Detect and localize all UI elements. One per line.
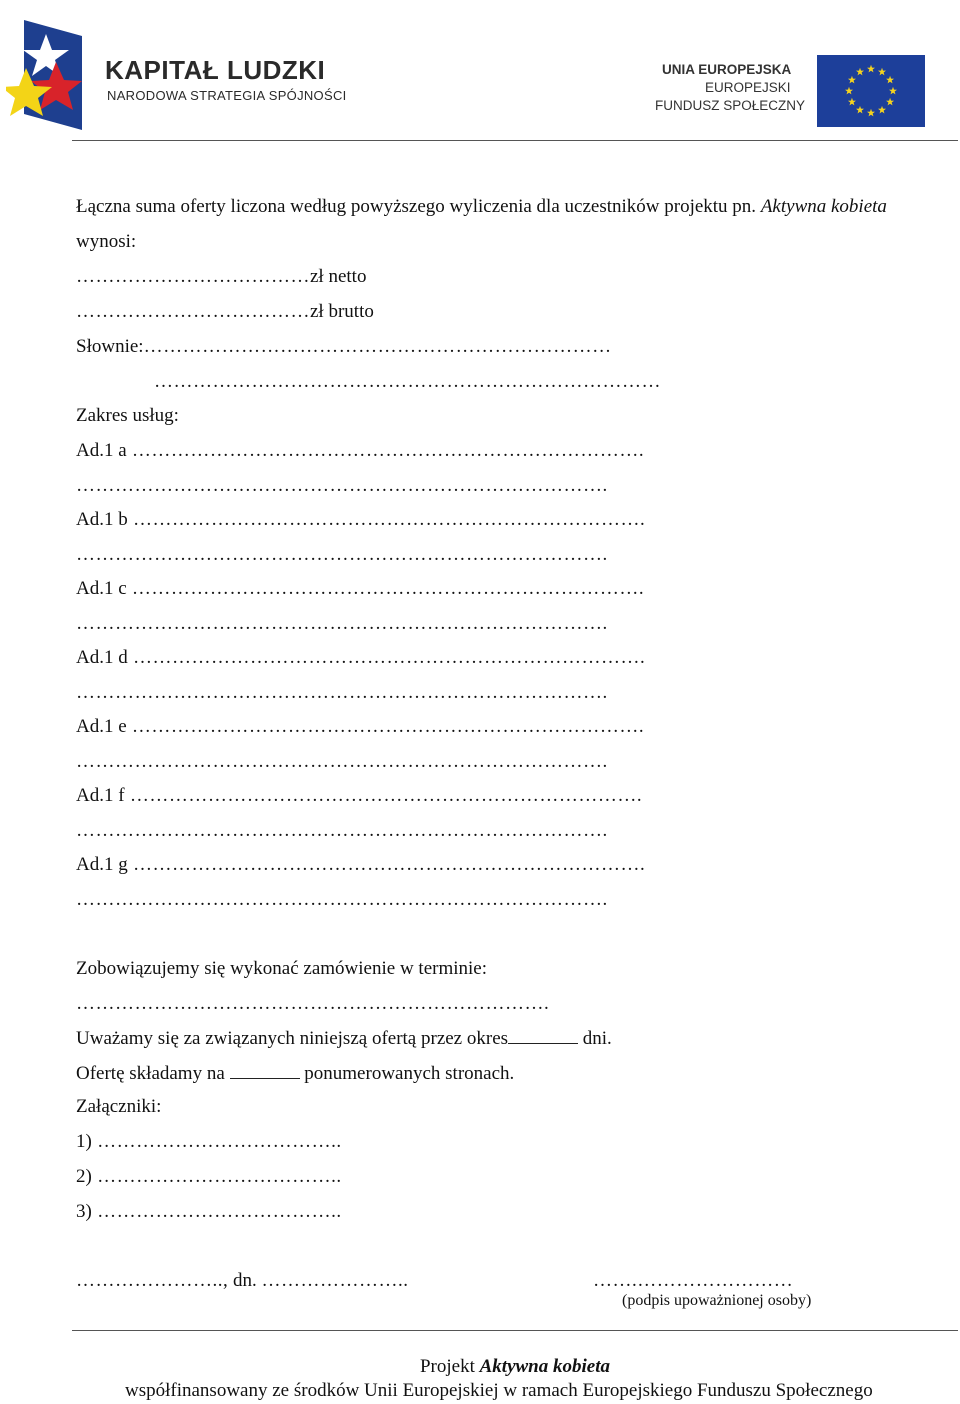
- service-item-label: Ad.1 d: [76, 647, 128, 668]
- validity-days-blank[interactable]: [508, 1027, 578, 1044]
- kapital-ludzki-subtitle: NARODOWA STRATEGIA SPÓJNOŚCI: [107, 88, 347, 103]
- netto-label: zł netto: [310, 266, 367, 287]
- intro-project-name: Aktywna kobieta: [760, 196, 887, 217]
- intro-wynosi: wynosi:: [76, 231, 137, 252]
- service-item-label: Ad.1 f: [76, 785, 125, 806]
- service-item-continuation: ……………………………………………………………………….: [76, 820, 608, 841]
- intro-line: [76, 196, 887, 218]
- dotted-fill: …………………………………………………………………….: [127, 854, 646, 875]
- dotted-fill: ………………………………………………………………: [143, 336, 612, 357]
- service-item-continuation: ……………………………………………………………………….: [76, 475, 608, 496]
- dotted-fill: …………………..,: [76, 1270, 229, 1291]
- dotted-fill: ………………………………: [76, 301, 310, 322]
- service-item: [76, 647, 645, 669]
- service-item: [76, 854, 645, 876]
- termin-label: Zobowiązujemy się wykonać zamówienie w terminie:: [76, 958, 488, 979]
- pages-line: [76, 1062, 514, 1085]
- brutto-line: [76, 301, 374, 323]
- service-item-continuation: ……………………………………………………………………….: [76, 544, 608, 565]
- footer-project-name: Aktywna kobieta: [479, 1356, 610, 1377]
- dotted-fill: ………………………………..: [91, 1131, 342, 1152]
- service-item-continuation: ……………………………………………………………………….: [76, 613, 608, 634]
- dotted-fill: …………………………………………………………………….: [126, 578, 645, 599]
- service-item-continuation: ……………………………………………………………………….: [76, 682, 608, 703]
- date-label: dn.: [233, 1270, 257, 1291]
- intro-text: Łączna suma oferty liczona według powyższego wyliczenia dla uczestników projektu pn.: [76, 196, 757, 217]
- service-item: [76, 509, 645, 531]
- eu-label-line3: FUNDUSZ SPOŁECZNY: [655, 98, 806, 113]
- attachment-item: [76, 1131, 342, 1153]
- kapital-ludzki-emblem-icon: [6, 18, 88, 133]
- kapital-ludzki-title: KAPITAŁ LUDZKI: [105, 55, 326, 85]
- zakres-label: Zakres usług:: [76, 405, 179, 426]
- termin-dotted-line: ……………………………………………………………….: [76, 993, 550, 1014]
- slownie-line: [76, 336, 612, 358]
- service-item-continuation: ……………………………………………………………………….: [76, 751, 608, 772]
- eu-label-line1: UNIA EUROPEJSKA: [662, 62, 792, 77]
- service-item: [76, 716, 644, 738]
- brutto-label: zł brutto: [310, 301, 374, 322]
- attachment-number: 1): [76, 1131, 92, 1152]
- footer-project-prefix: Projekt: [419, 1356, 475, 1377]
- place-date-line: [76, 1270, 409, 1292]
- pages-text-end: ponumerowanych stronach.: [304, 1063, 515, 1084]
- validity-line: [76, 1027, 612, 1050]
- service-item-label: Ad.1 e: [76, 716, 127, 737]
- validity-days-unit: dni.: [582, 1028, 612, 1049]
- dotted-fill: …………………..: [261, 1270, 409, 1291]
- service-item: [76, 785, 642, 807]
- footer-project-line: [0, 1356, 960, 1378]
- service-item-label: Ad.1 a: [76, 440, 127, 461]
- slownie-label: Słownie:: [76, 336, 144, 357]
- dotted-fill: …………………………………………………………………….: [127, 509, 646, 530]
- attachment-item: [76, 1201, 342, 1223]
- footer-divider: [72, 1330, 958, 1331]
- validity-text: Uważamy się za związanych niniejszą ofertą przez okres: [76, 1028, 509, 1049]
- pages-count-blank[interactable]: [230, 1062, 300, 1079]
- footer-cofinancing: współfinansowany ze środków Unii Europejskiej w ramach Europejskiego Funduszu Społecznego: [125, 1380, 873, 1401]
- attachments-label: Załączniki:: [76, 1096, 162, 1117]
- dotted-fill: …………………………………………………………………….: [126, 716, 645, 737]
- dotted-fill: ………………………………..: [91, 1201, 342, 1222]
- pages-text: Ofertę składamy na: [76, 1063, 225, 1084]
- dotted-fill: …………………………………………………………………….: [126, 440, 645, 461]
- attachment-number: 3): [76, 1201, 92, 1222]
- dotted-fill: ………………………………: [76, 266, 310, 287]
- attachment-number: 2): [76, 1166, 92, 1187]
- dotted-fill: …………………………………………………………………….: [124, 785, 643, 806]
- service-item-label: Ad.1 b: [76, 509, 128, 530]
- dotted-fill: …………………………………………………………………….: [127, 647, 646, 668]
- service-item: [76, 578, 644, 600]
- netto-line: [76, 266, 366, 288]
- signature-dotted-line: …….……………………: [593, 1270, 794, 1291]
- slownie-continuation: ……………………………………………………………………: [154, 371, 661, 392]
- header-divider: [72, 140, 958, 141]
- eu-label-line2: EUROPEJSKI: [705, 80, 791, 95]
- attachment-item: [76, 1166, 342, 1188]
- service-item: [76, 440, 644, 462]
- service-item-continuation: ……………………………………………………………………….: [76, 889, 608, 910]
- service-item-label: Ad.1 c: [76, 578, 127, 599]
- signature-caption: (podpis upoważnionej osoby): [622, 1292, 812, 1309]
- eu-flag-icon: [817, 55, 925, 127]
- dotted-fill: ………………………………..: [91, 1166, 342, 1187]
- service-item-label: Ad.1 g: [76, 854, 128, 875]
